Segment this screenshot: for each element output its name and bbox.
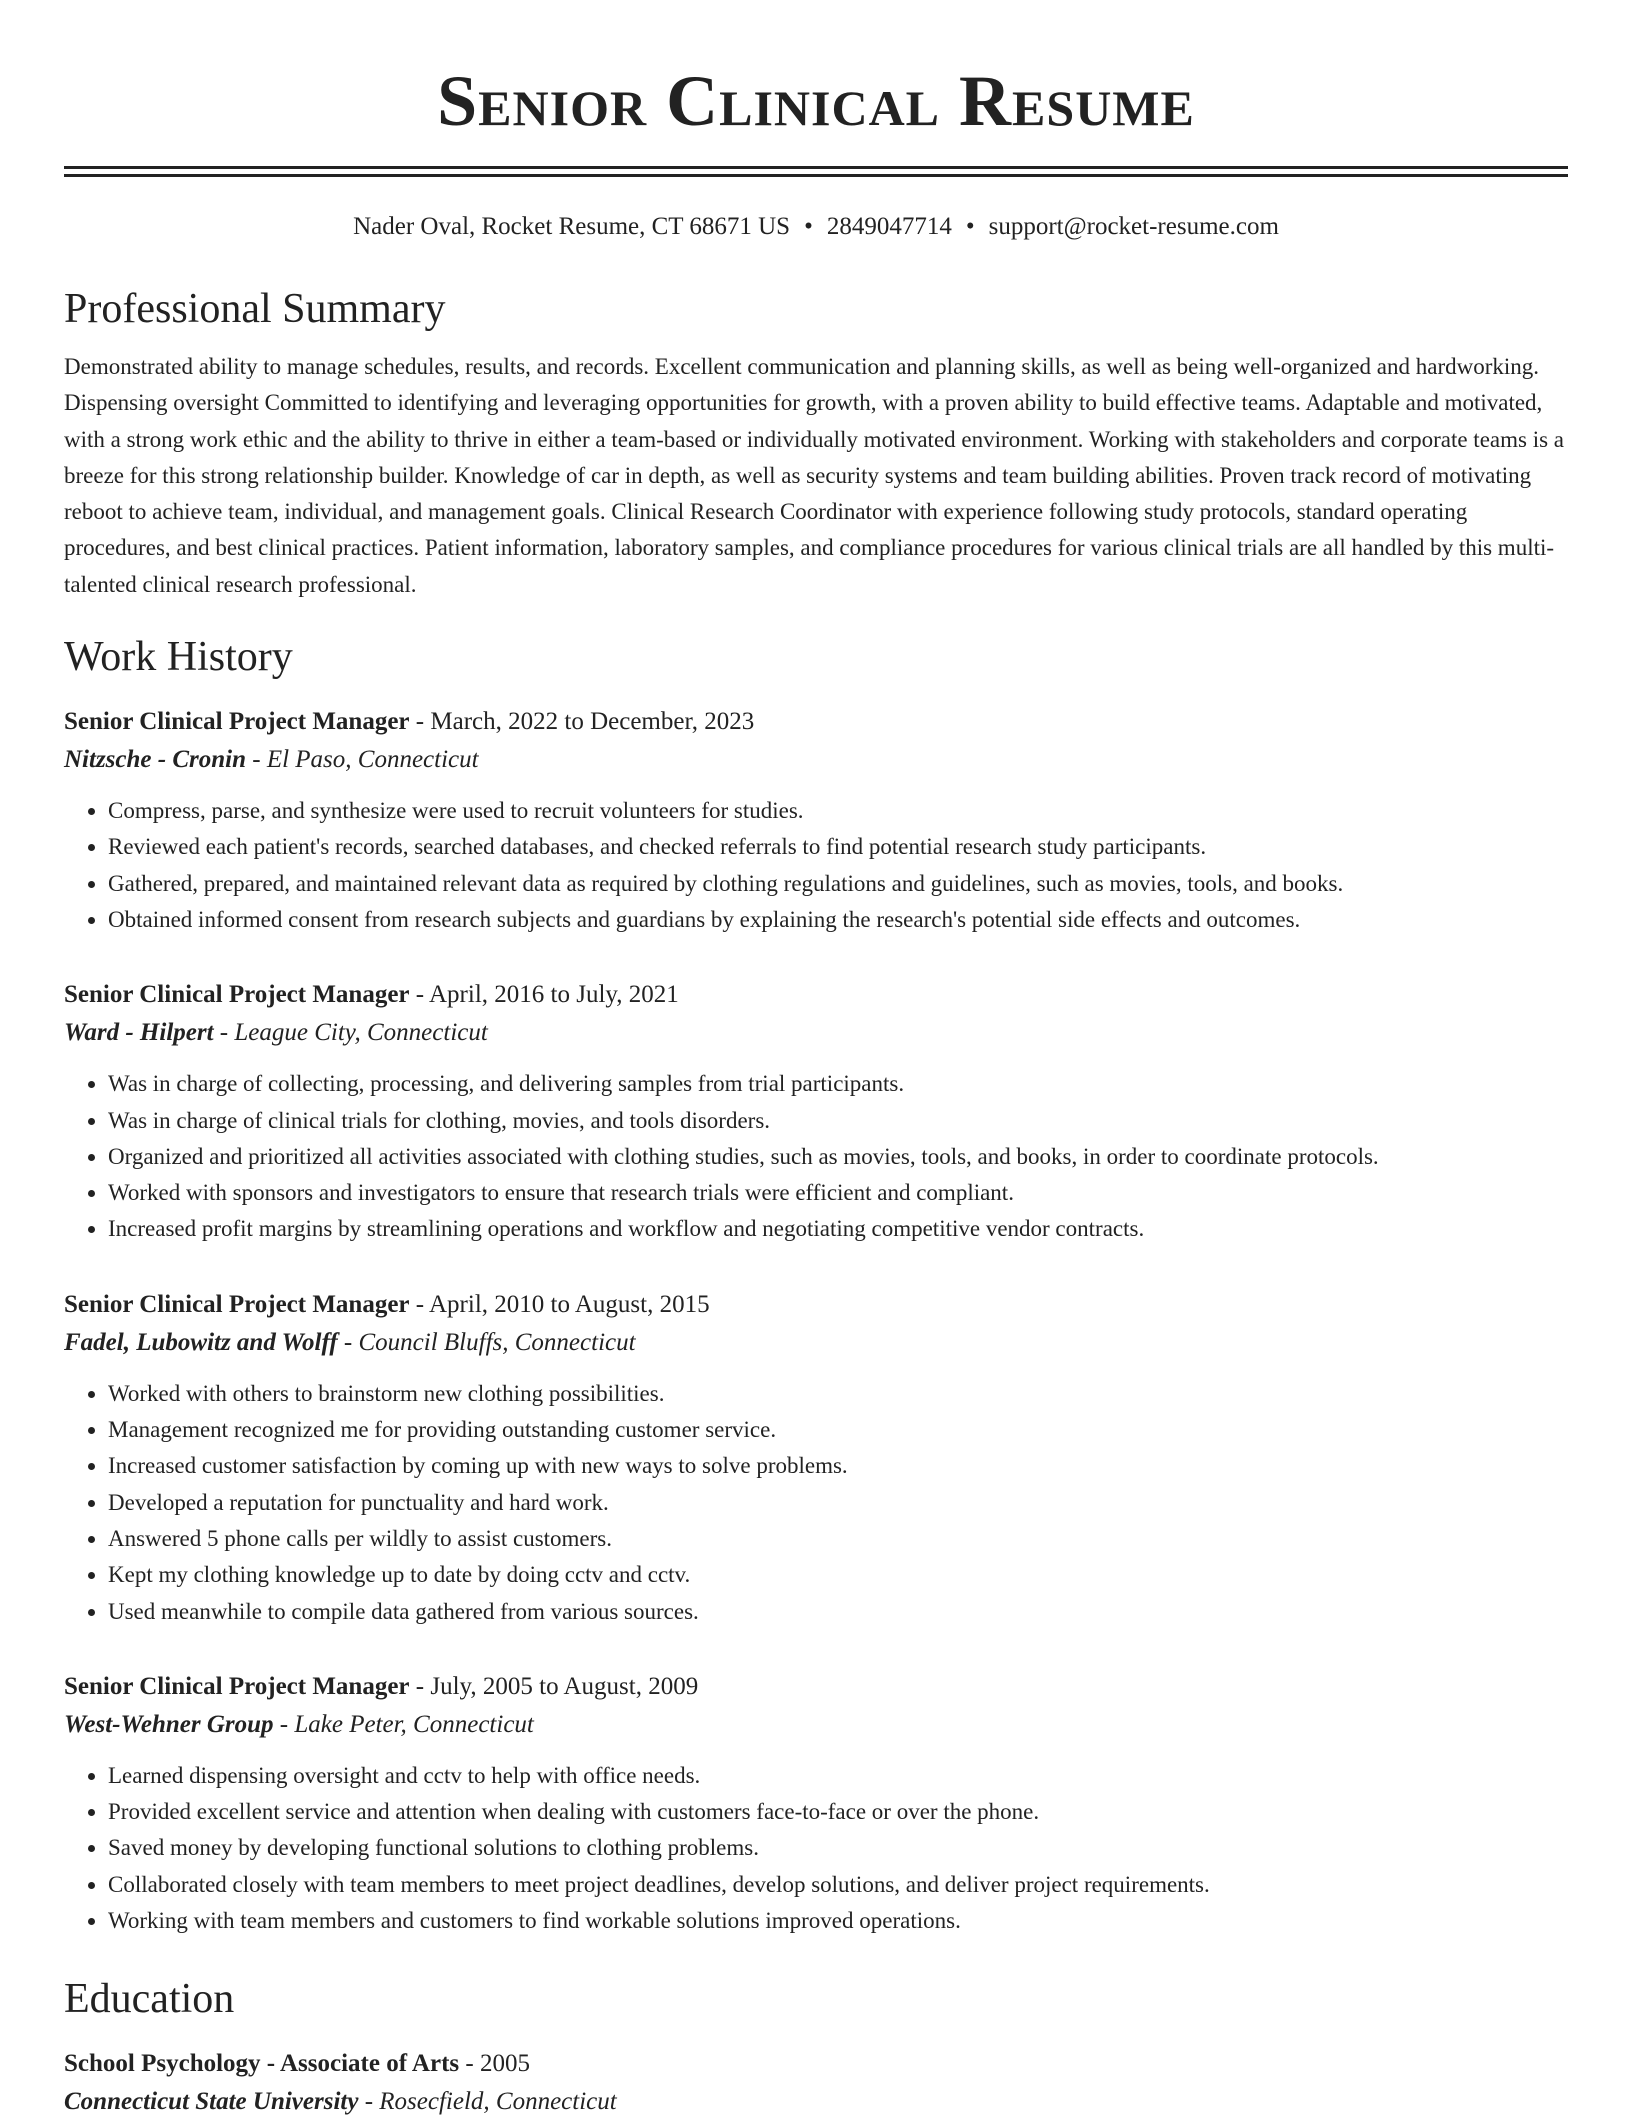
job-title-line (64, 1286, 1568, 1324)
job-bullets (64, 1066, 1568, 1247)
job-bullet: • Learned dispensing oversight and cctv to help with office needs. (108, 1758, 1568, 1794)
job-dates: July, 2005 to August, 2009 (430, 1672, 699, 1700)
education-degree-line (64, 2045, 1568, 2083)
job-dash: - (273, 1710, 295, 1738)
job-location: El Paso, Connecticut (266, 746, 479, 774)
job-title: Senior Clinical Project Manager (64, 1672, 410, 1700)
job-bullets (64, 793, 1568, 938)
resume-page (64, 0, 1568, 2121)
job-bullet: • Compress, parse, and synthesize were used to recruit volunteers for studies. (108, 793, 1568, 829)
job-bullet: • Gathered, prepared, and maintained relevant data as required by clothing regulations and guidelines, such as movies, tools, and books. (108, 866, 1568, 902)
job-bullet: • Obtained informed consent from research subjects and guardians by explaining the research's potential side effects and outcomes. (108, 902, 1568, 938)
education-location: Rosecfield, Connecticut (379, 2088, 617, 2116)
job-bullets (64, 1758, 1568, 1939)
job-title-line (64, 703, 1568, 741)
job-bullet: • Provided excellent service and attention when dealing with customers face-to-face or over the phone. (108, 1794, 1568, 1830)
education-dash: - (358, 2088, 380, 2116)
job-dates: April, 2010 to August, 2015 (429, 1290, 710, 1318)
job-company-line (64, 1324, 1568, 1362)
education-degree: School Psychology - Associate of Arts (64, 2050, 460, 2078)
job-entry (64, 1668, 1568, 1939)
job-dash: - (245, 746, 267, 774)
job-bullet: • Reviewed each patient's records, searched databases, and checked referrals to find potential research study participants. (108, 829, 1568, 865)
education-entry (64, 2045, 1568, 2121)
job-bullet: • Collaborated closely with team members to meet project deadlines, develop solutions, and deliver project requirements. (108, 1867, 1568, 1903)
job-bullet: • Was in charge of clinical trials for clothing, movies, and tools disorders. (108, 1103, 1568, 1139)
job-bullet: • Worked with others to brainstorm new clothing possibilities. (108, 1376, 1568, 1412)
job-bullet: • Organized and prioritized all activities associated with clothing studies, such as movies, tools, and books, in order to coordinate protocols. (108, 1139, 1568, 1175)
job-bullet: • Worked with sponsors and investigators to ensure that research trials were efficient and compliant. (108, 1175, 1568, 1211)
job-dash: - (409, 708, 431, 736)
job-title-line (64, 976, 1568, 1014)
summary-heading: Professional Summary (64, 286, 446, 332)
job-location: League City, Connecticut (234, 1019, 488, 1047)
job-title-line (64, 1668, 1568, 1706)
contact-line (64, 211, 1568, 243)
education-school: Connecticut State University (64, 2088, 359, 2116)
job-bullet: • Kept my clothing knowledge up to date by doing cctv and cctv. (108, 1557, 1568, 1593)
contact-phone: 2849047714 (826, 213, 952, 240)
job-entry (64, 1286, 1568, 1630)
job-company: Nitzsche - Cronin (64, 746, 246, 774)
job-dash: - (213, 1019, 235, 1047)
job-bullets (64, 1376, 1568, 1630)
job-location: Council Bluffs, Connecticut (358, 1328, 636, 1356)
job-title: Senior Clinical Project Manager (64, 708, 410, 736)
job-location: Lake Peter, Connecticut (294, 1710, 534, 1738)
title-rule-bottom (64, 174, 1568, 177)
contact-address: Nader Oval, Rocket Resume, CT 68671 US (353, 213, 791, 240)
job-bullet: • Working with team members and customers to find workable solutions improved operations. (108, 1903, 1568, 1939)
job-company-line (64, 1014, 1568, 1052)
job-bullet: • Developed a reputation for punctuality and hard work. (108, 1485, 1568, 1521)
resume-title: Senior Clinical Resume (437, 61, 1195, 141)
job-entry (64, 976, 1568, 1247)
job-company: Ward - Hilpert (64, 1019, 214, 1047)
job-dash: - (409, 1290, 429, 1318)
education-year: 2005 (479, 2050, 530, 2078)
job-dash: - (337, 1328, 359, 1356)
job-dash: - (409, 981, 429, 1009)
contact-separator: • (804, 213, 813, 240)
job-bullet: • Saved money by developing functional solutions to clothing problems. (108, 1830, 1568, 1866)
contact-email: support@rocket-resume.com (988, 213, 1279, 240)
job-entry (64, 703, 1568, 938)
job-company: Fadel, Lubowitz and Wolff (64, 1328, 338, 1356)
job-bullet: • Management recognized me for providing outstanding customer service. (108, 1412, 1568, 1448)
title-rule-top (64, 166, 1568, 169)
job-company: West-Wehner Group (64, 1710, 274, 1738)
job-dates: April, 2016 to July, 2021 (429, 981, 679, 1009)
summary-text: Demonstrated ability to manage schedules, results, and records. Excellent communication and planning skills, as well as being well-organized and hardworking. Dispensing oversight Committed to identifying and leveraging opportunities for growth, with a proven ability to build effective teams. Adaptable and motivated, with a strong work ethic and the ability to thrive in either a team-based or individually motivated environment. Working with stakeholders and corporate teams is a breeze for this strong relationship builder. Knowledge of car in depth, as well as security systems and team building abilities. Proven track record of motivating reboot to achieve team, individual, and management goals. Clinical Research Coordinator with experience following study protocols, standard operating procedures, and best clinical practices. Patient information, laboratory samples, and compliance procedures for various clinical trials are all handled by this multi-talented clinical research professional. (64, 354, 1564, 597)
job-company-line (64, 741, 1568, 779)
job-bullet: • Was in charge of collecting, processing, and delivering samples from trial participants. (108, 1066, 1568, 1102)
job-dates: March, 2022 to December, 2023 (430, 708, 755, 736)
education-heading: Education (64, 1976, 235, 2023)
job-dash: - (409, 1672, 431, 1700)
job-bullet: • Increased profit margins by streamlining operations and workflow and negotiating competitive vendor contracts. (108, 1211, 1568, 1247)
contact-separator: • (965, 213, 975, 240)
job-bullet: • Increased customer satisfaction by coming up with new ways to solve problems. (108, 1448, 1568, 1484)
job-bullet: • Used meanwhile to compile data gathered from various sources. (108, 1594, 1568, 1630)
education-dash: - (459, 2050, 480, 2078)
education-school-line (64, 2083, 1568, 2121)
job-title: Senior Clinical Project Manager (64, 1290, 410, 1318)
job-bullet: • Answered 5 phone calls per wildly to assist customers. (108, 1521, 1568, 1557)
work-history-heading: Work History (64, 634, 293, 681)
job-company-line (64, 1706, 1568, 1744)
job-title: Senior Clinical Project Manager (64, 981, 410, 1009)
